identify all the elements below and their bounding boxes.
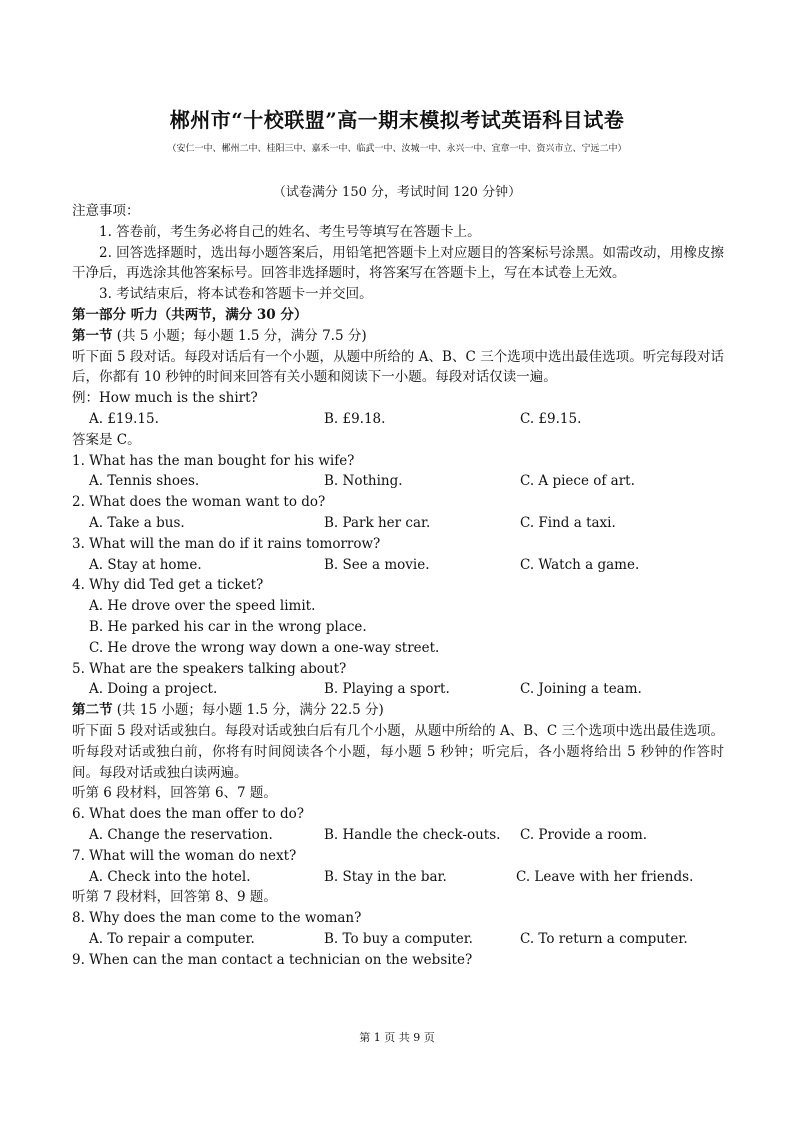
option-c: C. He drove the wrong way down a one-way street. [89, 639, 440, 656]
question-6-options [72, 825, 724, 846]
option-b: B. Handle the check-outs. [324, 826, 501, 843]
option-c: C. Find a taxi. [520, 514, 616, 531]
question-2-options [72, 513, 724, 534]
question-3: 3. What will the man do if it rains tomorrow? [72, 535, 381, 552]
question-5: 5. What are the speakers talking about? [72, 660, 347, 677]
section2-header [72, 700, 724, 721]
section2-info: (共 15 小题；每小题 1.5 分，满分 22.5 分) [112, 702, 384, 719]
notice-item-3: 3. 考试结束后，将本试卷和答题卡一并交回。 [99, 286, 373, 303]
option-a: A. Tennis shoes. [89, 473, 200, 490]
option-c: C. Leave with her friends. [516, 868, 694, 885]
notice-item-1: 1. 答卷前，考生务必将自己的姓名、考生号等填写在答题卡上。 [99, 223, 481, 240]
option-b: B. See a movie. [324, 556, 430, 573]
option-b: B. To buy a computer. [324, 930, 473, 947]
option-c: C. £9.15. [520, 410, 582, 427]
option-a: A. Take a bus. [89, 514, 185, 531]
section2-label: 第二节 [72, 702, 113, 719]
option-a: A. Change the reservation. [89, 826, 273, 843]
option-c: C. Watch a game. [520, 556, 640, 573]
option-c: C. Joining a team. [520, 681, 642, 698]
question-1: 1. What has the man bought for his wife? [72, 452, 355, 469]
exam-info: （试卷满分 150 分，考试时间 120 分钟） [272, 185, 522, 200]
question-4: 4. Why did Ted get a ticket? [72, 577, 264, 594]
section1-header [72, 326, 724, 347]
example-answer: 答案是 C。 [72, 431, 141, 448]
question-5-options [72, 679, 724, 700]
question-8-options [72, 929, 724, 950]
question-3-options [72, 555, 724, 576]
part1-heading: 第一部分 听力（共两节，满分 30 分） [72, 306, 308, 323]
option-a: A. Stay at home. [89, 556, 202, 573]
option-b: B. Stay in the bar. [324, 868, 447, 885]
example-options [72, 409, 724, 430]
option-a: A. To repair a computer. [89, 930, 255, 947]
option-b: B. Nothing. [324, 473, 403, 490]
example-question: 例：How much is the shirt? [72, 390, 258, 407]
page-title: 郴州市“十校联盟”高一期末模拟考试英语科目试卷 [169, 108, 625, 132]
question-7-options [72, 867, 724, 888]
option-a: A. Doing a project. [89, 681, 218, 698]
section2-instructions: 听下面 5 段对话或独白。每段对话或独白后有几个小题，从题中所给的 A、B、C 三个选项中选出最佳选项。听每段对话或独白前，你将有时间阅读各个小题，每小题 5 秒钟；听完后，各小题将给出 5 秒钟的作答时间。每段对话或独白读两遍。 [72, 722, 724, 781]
notice-heading: 注意事项： [72, 203, 140, 219]
question-9: 9. When can the man contact a technician on the website? [72, 951, 473, 968]
option-b: B. Park her car. [324, 514, 431, 531]
option-a: A. He drove over the speed limit. [89, 598, 316, 615]
option-c: C. Provide a room. [520, 826, 648, 843]
option-b: B. He parked his car in the wrong place. [89, 618, 367, 635]
exam-body [72, 201, 724, 970]
material-7-note: 听第 7 段材料，回答第 8、9 题。 [72, 889, 277, 906]
option-c: C. A piece of art. [520, 473, 635, 490]
question-8: 8. Why does the man come to the woman? [72, 910, 362, 927]
notice-item-2: 2. 回答选择题时，选出每小题答案后，用铅笔把答题卡上对应题目的答案标号涂黑。如需改动，用橡皮擦干净后，再选涂其他答案标号。回答非选择题时，将答案写在答题卡上，写在本试卷上无效。 [72, 244, 724, 282]
option-a: A. Check into the hotel. [89, 868, 251, 885]
option-b: B. £9.18. [324, 410, 386, 427]
school-list: （安仁一中、郴州二中、桂阳三中、嘉禾一中、临武一中、汝城一中、永兴一中、宜章一中、资兴市立、宁远二中） [167, 144, 627, 154]
section1-label: 第一节 [72, 327, 113, 344]
question-2: 2. What does the woman want to do? [72, 494, 326, 511]
question-1-options [72, 471, 724, 492]
page-number: 第 1 页 共 9 页 [359, 1031, 435, 1044]
option-a: A. £19.15. [89, 410, 159, 427]
question-7: 7. What will the woman do next? [72, 847, 297, 864]
section1-info: (共 5 小题；每小题 1.5 分，满分 7.5 分) [112, 327, 367, 344]
option-c: C. To return a computer. [520, 930, 688, 947]
option-b: B. Playing a sport. [324, 681, 450, 698]
section1-instructions: 听下面 5 段对话。每段对话后有一个小题，从题中所给的 A、B、C 三个选项中选出最佳选项。听完每段对话后，你都有 10 秒钟的时间来回答有关小题和阅读下一小题。每段对话仅读一遍。 [72, 348, 724, 386]
material-6-note: 听第 6 段材料，回答第 6、7 题。 [72, 785, 277, 802]
question-6: 6. What does the man offer to do? [72, 806, 305, 823]
